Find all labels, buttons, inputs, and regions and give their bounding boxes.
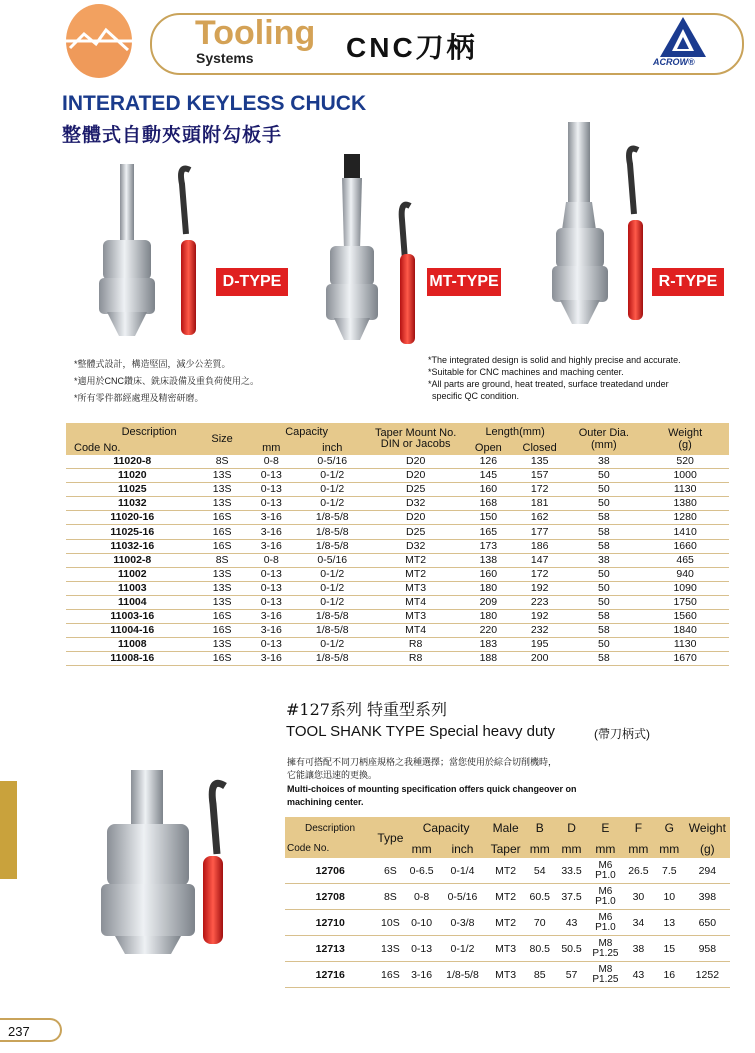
table-row xyxy=(285,962,730,988)
table-cell: 157 xyxy=(513,469,566,483)
table-cell: 0-1/4 xyxy=(438,858,487,884)
table-cell: 13S xyxy=(199,595,246,609)
table-cell: 0-1/2 xyxy=(297,581,368,595)
table-cell: 3-16 xyxy=(246,525,297,539)
table-cell: 58 xyxy=(566,610,641,624)
table-cell: 1/8-5/8 xyxy=(297,525,368,539)
th-capacity: Capacity xyxy=(246,423,368,442)
table-cell: 138 xyxy=(464,553,513,567)
table-cell: 0-1/2 xyxy=(297,497,368,511)
table-cell: D20 xyxy=(368,469,464,483)
table-cell: 7.5 xyxy=(654,858,685,884)
table-cell: 43 xyxy=(555,910,588,936)
table-cell: 3-16 xyxy=(246,652,297,666)
table-cell: 3-16 xyxy=(246,624,297,638)
th2-weight: Weight xyxy=(685,817,730,839)
table-cell: 3-16 xyxy=(405,962,438,988)
table-cell: 126 xyxy=(464,455,513,469)
table-cell: 50 xyxy=(566,581,641,595)
table-cell: 8S xyxy=(199,455,246,469)
th2-g: G xyxy=(654,817,685,839)
table-cell: 58 xyxy=(566,652,641,666)
table-cell: 58 xyxy=(566,539,641,553)
table-cell: 1410 xyxy=(641,525,729,539)
th2-inch: inch xyxy=(438,839,487,858)
table-cell: 0-13 xyxy=(246,497,297,511)
table-cell: MT4 xyxy=(368,624,464,638)
table-cell: 50 xyxy=(566,469,641,483)
table-cell: 232 xyxy=(513,624,566,638)
table-cell: 80.5 xyxy=(524,936,555,962)
table-cell: 1280 xyxy=(641,511,729,525)
table-cell: 10 xyxy=(654,884,685,910)
table-cell: 165 xyxy=(464,525,513,539)
table-cell: 0-1/2 xyxy=(297,469,368,483)
table-cell: 57 xyxy=(555,962,588,988)
table-cell: 172 xyxy=(513,567,566,581)
table-cell: 0-1/2 xyxy=(297,483,368,497)
product-title: INTERATED KEYLESS CHUCK xyxy=(62,92,367,115)
table-cell: 0-1/2 xyxy=(297,567,368,581)
table-cell: D32 xyxy=(368,497,464,511)
table-cell: 43 xyxy=(623,962,654,988)
table-cell: 294 xyxy=(685,858,730,884)
th-closed: Closed xyxy=(513,442,566,455)
table-cell: 0-5/16 xyxy=(297,455,368,469)
table-cell: 0-13 xyxy=(405,936,438,962)
table-cell: 58 xyxy=(566,624,641,638)
th2-f-mm: mm xyxy=(623,839,654,858)
table-cell: 188 xyxy=(464,652,513,666)
table-cell: MT2 xyxy=(487,858,524,884)
table-cell: 160 xyxy=(464,483,513,497)
brand-sub: Systems xyxy=(196,50,254,66)
table-cell: 200 xyxy=(513,652,566,666)
table-cell: 1252 xyxy=(685,962,730,988)
table-cell: 0-13 xyxy=(246,567,297,581)
table-cell: 1840 xyxy=(641,624,729,638)
table-cell: 38 xyxy=(623,936,654,962)
section-title-zh: (帶刀柄式) xyxy=(594,727,650,741)
th-open: Open xyxy=(464,442,513,455)
table-cell: MT2 xyxy=(487,884,524,910)
table-cell: 30 xyxy=(623,884,654,910)
mt-type-chuck-image xyxy=(320,150,430,350)
th2-mm: mm xyxy=(405,839,438,858)
table-cell: 11032-16 xyxy=(66,539,199,553)
table-cell: 1/8-5/8 xyxy=(438,962,487,988)
th2-e-mm: mm xyxy=(588,839,623,858)
table-cell: 26.5 xyxy=(623,858,654,884)
table-cell: 50 xyxy=(566,638,641,652)
table-row xyxy=(285,910,730,936)
table-cell: 13S xyxy=(199,567,246,581)
note-en-4: specific QC condition. xyxy=(432,391,520,401)
table-row xyxy=(66,539,729,553)
table-cell: 33.5 xyxy=(555,858,588,884)
table-cell: 11003 xyxy=(66,581,199,595)
note-en-1: *The integrated design is solid and highly precise and accurate. xyxy=(428,355,681,365)
table-cell: 12710 xyxy=(285,910,375,936)
th2-g-mm: mm xyxy=(654,839,685,858)
table-cell: 8S xyxy=(375,884,405,910)
table-cell: 50 xyxy=(566,497,641,511)
table-cell: 0-1/2 xyxy=(438,936,487,962)
table-cell: 0-8 xyxy=(405,884,438,910)
table-cell: 145 xyxy=(464,469,513,483)
table-cell: 168 xyxy=(464,497,513,511)
th2-taper: Taper xyxy=(487,839,524,858)
table-cell: 180 xyxy=(464,610,513,624)
note-en-3: *All parts are ground, heat treated, surface treatedand under xyxy=(428,379,669,389)
table-cell: 16S xyxy=(199,624,246,638)
table-row xyxy=(66,595,729,609)
th-taper: Taper Mount No. DIN or Jacobs xyxy=(368,423,464,455)
table-cell: 192 xyxy=(513,610,566,624)
table-cell: 1/8-5/8 xyxy=(297,652,368,666)
chuck-spec-table xyxy=(66,423,729,666)
table-cell: 12706 xyxy=(285,858,375,884)
r-type-badge: R-TYPE xyxy=(652,268,724,296)
table-cell: 13 xyxy=(654,910,685,936)
table-cell: 186 xyxy=(513,539,566,553)
table-cell: M6 P1.0 xyxy=(588,910,623,936)
table-row xyxy=(66,624,729,638)
table-cell: 1380 xyxy=(641,497,729,511)
table-cell: 11002 xyxy=(66,567,199,581)
table-cell: 465 xyxy=(641,553,729,567)
table-row xyxy=(66,638,729,652)
table-cell: 11008-16 xyxy=(66,652,199,666)
table-cell: 16S xyxy=(199,652,246,666)
table-cell: 11008 xyxy=(66,638,199,652)
table-cell: 11025 xyxy=(66,483,199,497)
page-number: 237 xyxy=(0,1018,62,1042)
table-cell: 85 xyxy=(524,962,555,988)
table-cell: 11003-16 xyxy=(66,610,199,624)
brand-name: Tooling xyxy=(195,14,316,52)
table-cell: MT2 xyxy=(487,910,524,936)
table-row xyxy=(66,553,729,567)
table-row xyxy=(285,884,730,910)
table-cell: 220 xyxy=(464,624,513,638)
table-cell: 0-3/8 xyxy=(438,910,487,936)
table-cell: 13S xyxy=(199,497,246,511)
table-cell: 183 xyxy=(464,638,513,652)
table-row xyxy=(285,936,730,962)
table-cell: 13S xyxy=(199,469,246,483)
table-cell: 11004-16 xyxy=(66,624,199,638)
table-cell: 0-5/16 xyxy=(438,884,487,910)
th2-weight-unit: (g) xyxy=(685,839,730,858)
product-title-zh: 整體式自動夾頭附勾板手 xyxy=(62,125,283,146)
th2-code-no: Code No. xyxy=(285,839,375,858)
section-desc-zh: 擁有可搭配不同刀柄座規格之我種選擇；當您使用於綜合切削機時， 它能讓您迅速的更換。 xyxy=(287,757,558,780)
th-mm: mm xyxy=(246,442,297,455)
table-cell: MT2 xyxy=(368,553,464,567)
table-cell: 3-16 xyxy=(246,610,297,624)
table-cell: MT3 xyxy=(487,962,524,988)
table-cell: 0-13 xyxy=(246,483,297,497)
table-cell: 195 xyxy=(513,638,566,652)
table-cell: R8 xyxy=(368,638,464,652)
table-cell: 50.5 xyxy=(555,936,588,962)
table-cell: 172 xyxy=(513,483,566,497)
table-cell: 135 xyxy=(513,455,566,469)
table-cell: D25 xyxy=(368,483,464,497)
table-cell: 16S xyxy=(199,525,246,539)
table-cell: 12716 xyxy=(285,962,375,988)
mt-type-badge: MT-TYPE xyxy=(427,268,501,296)
th2-e: E xyxy=(588,817,623,839)
table-cell: 958 xyxy=(685,936,730,962)
table-row xyxy=(285,858,730,884)
table-cell: 177 xyxy=(513,525,566,539)
th2-f: F xyxy=(623,817,654,839)
table-cell: 10S xyxy=(375,910,405,936)
table-cell: 0-13 xyxy=(246,581,297,595)
table-cell: 11020 xyxy=(66,469,199,483)
table-cell: 16S xyxy=(199,610,246,624)
table-cell: MT3 xyxy=(487,936,524,962)
table-cell: M8 P1.25 xyxy=(588,962,623,988)
table-cell: 38 xyxy=(566,455,641,469)
table-cell: 0-13 xyxy=(246,595,297,609)
table-cell: 70 xyxy=(524,910,555,936)
table-cell: 0-10 xyxy=(405,910,438,936)
table-cell: 16S xyxy=(199,511,246,525)
th2-b: B xyxy=(524,817,555,839)
table-cell: M6 P1.0 xyxy=(588,884,623,910)
table-cell: 15 xyxy=(654,936,685,962)
table-cell: M6 P1.0 xyxy=(588,858,623,884)
table-cell: D20 xyxy=(368,511,464,525)
table-cell: 58 xyxy=(566,525,641,539)
table-cell: 13S xyxy=(199,581,246,595)
acrow-logo-icon xyxy=(660,17,706,57)
th-inch: inch xyxy=(297,442,368,455)
note-zh-1: *整體式設計，構造堅固，減少公差質。 xyxy=(74,359,231,369)
table-row xyxy=(66,455,729,469)
table-cell: 50 xyxy=(566,567,641,581)
table-cell: 16S xyxy=(199,539,246,553)
table-row xyxy=(66,483,729,497)
table-cell: 398 xyxy=(685,884,730,910)
table-cell: 209 xyxy=(464,595,513,609)
th2-male: Male xyxy=(487,817,524,839)
company-name: ACROW® xyxy=(653,57,695,67)
table-cell: 173 xyxy=(464,539,513,553)
table-cell: 12708 xyxy=(285,884,375,910)
table-cell: M8 P1.25 xyxy=(588,936,623,962)
section-title: TOOL SHANK TYPE Special heavy duty xyxy=(286,723,556,740)
table-cell: 11020-8 xyxy=(66,455,199,469)
table-cell: 0-1/2 xyxy=(297,638,368,652)
table-cell: 11004 xyxy=(66,595,199,609)
table-cell: 50 xyxy=(566,595,641,609)
table-cell: 1/8-5/8 xyxy=(297,610,368,624)
table-cell: 147 xyxy=(513,553,566,567)
table-cell: 12713 xyxy=(285,936,375,962)
side-tab xyxy=(0,781,17,879)
table-cell: D20 xyxy=(368,455,464,469)
th2-type: Type xyxy=(375,817,405,858)
shank-chuck-image xyxy=(95,766,245,956)
table-cell: 54 xyxy=(524,858,555,884)
th2-b-mm: mm xyxy=(524,839,555,858)
note-en-2: *Suitable for CNC machines and maching center. xyxy=(428,367,624,377)
th2-d: D xyxy=(555,817,588,839)
note-zh-2: *適用於CNC鑽床、銑床設備及重負荷使用之。 xyxy=(74,376,260,386)
section-desc-en: Multi-choices of mounting specification offers quick changeover on machining center. xyxy=(287,784,577,807)
table-cell: 181 xyxy=(513,497,566,511)
table-row xyxy=(66,497,729,511)
table-row xyxy=(66,511,729,525)
table-cell: 160 xyxy=(464,567,513,581)
table-cell: 1560 xyxy=(641,610,729,624)
table-cell: 1660 xyxy=(641,539,729,553)
shank-spec-table xyxy=(285,817,730,988)
th-outer-dia: Outer Dia. (mm) xyxy=(566,423,641,455)
table-cell: 162 xyxy=(513,511,566,525)
th2-capacity: Capacity xyxy=(405,817,487,839)
table-cell: MT3 xyxy=(368,581,464,595)
table-cell: R8 xyxy=(368,652,464,666)
table-cell: 1670 xyxy=(641,652,729,666)
table-row xyxy=(66,610,729,624)
th-size: Size xyxy=(199,423,246,455)
table-row xyxy=(66,581,729,595)
mountain-logo-icon xyxy=(66,20,132,60)
table-cell: 1/8-5/8 xyxy=(297,624,368,638)
table-cell: 0-1/2 xyxy=(297,595,368,609)
table-cell: 0-13 xyxy=(246,638,297,652)
table-cell: 37.5 xyxy=(555,884,588,910)
table-cell: 0-6.5 xyxy=(405,858,438,884)
table-cell: 3-16 xyxy=(246,539,297,553)
table-row xyxy=(66,525,729,539)
table-cell: 1130 xyxy=(641,638,729,652)
th-weight: Weight (g) xyxy=(641,423,729,455)
table-cell: 16 xyxy=(654,962,685,988)
table-cell: 11032 xyxy=(66,497,199,511)
table-cell: 150 xyxy=(464,511,513,525)
table-cell: 1750 xyxy=(641,595,729,609)
table-cell: 50 xyxy=(566,483,641,497)
table-cell: 16S xyxy=(375,962,405,988)
table-cell: 34 xyxy=(623,910,654,936)
table-cell: 13S xyxy=(199,638,246,652)
table-cell: 1/8-5/8 xyxy=(297,511,368,525)
table-cell: 192 xyxy=(513,581,566,595)
table-row xyxy=(66,469,729,483)
table-cell: 650 xyxy=(685,910,730,936)
th2-d-mm: mm xyxy=(555,839,588,858)
page-title: CNC刀柄 xyxy=(346,32,478,63)
table-cell: MT2 xyxy=(368,567,464,581)
table-cell: 3-16 xyxy=(246,511,297,525)
table-cell: D25 xyxy=(368,525,464,539)
series-title: #127系列 特重型系列 xyxy=(286,700,448,719)
table-cell: 0-5/16 xyxy=(297,553,368,567)
table-cell: 180 xyxy=(464,581,513,595)
th2-description: Description xyxy=(285,817,375,839)
table-cell: 520 xyxy=(641,455,729,469)
d-type-chuck-image xyxy=(95,160,225,350)
table-cell: 38 xyxy=(566,553,641,567)
table-row xyxy=(66,652,729,666)
table-cell: 11020-16 xyxy=(66,511,199,525)
table-row xyxy=(66,567,729,581)
table-cell: 1130 xyxy=(641,483,729,497)
table-cell: 58 xyxy=(566,511,641,525)
table-cell: 940 xyxy=(641,567,729,581)
table-cell: 13S xyxy=(375,936,405,962)
table-cell: 6S xyxy=(375,858,405,884)
table-cell: 11025-16 xyxy=(66,525,199,539)
d-type-badge: D-TYPE xyxy=(216,268,288,296)
table-cell: 1/8-5/8 xyxy=(297,539,368,553)
table-cell: MT4 xyxy=(368,595,464,609)
table-cell: 0-13 xyxy=(246,469,297,483)
table-cell: 11002-8 xyxy=(66,553,199,567)
th-description: Description xyxy=(66,423,199,442)
table-cell: 0-8 xyxy=(246,553,297,567)
r-type-chuck-image xyxy=(548,120,658,330)
table-cell: 0-8 xyxy=(246,455,297,469)
table-cell: D32 xyxy=(368,539,464,553)
table-cell: MT3 xyxy=(368,610,464,624)
table-cell: 60.5 xyxy=(524,884,555,910)
table-cell: 223 xyxy=(513,595,566,609)
th-code-no: Code No. xyxy=(66,442,199,455)
note-zh-3: *所有零件都經處理及精密研磨。 xyxy=(74,393,204,403)
table-cell: 13S xyxy=(199,483,246,497)
table-cell: 1000 xyxy=(641,469,729,483)
table-cell: 8S xyxy=(199,553,246,567)
th-length: Length(mm) xyxy=(464,423,567,442)
table-cell: 1090 xyxy=(641,581,729,595)
